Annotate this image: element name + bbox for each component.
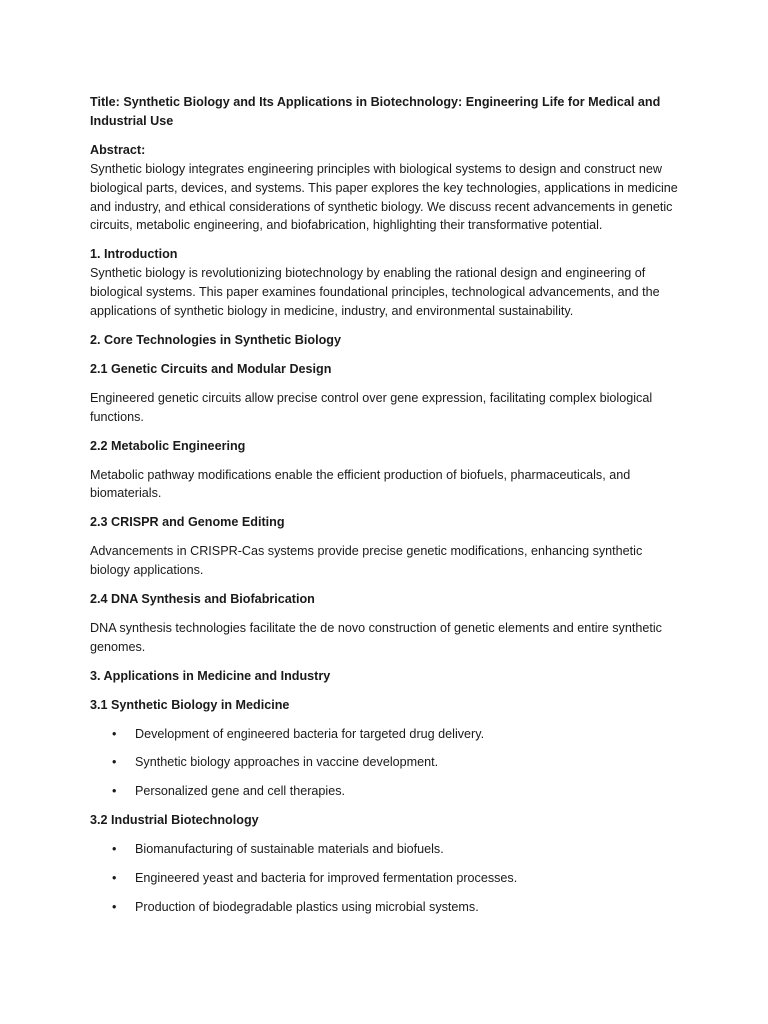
list-item bbox=[90, 725, 678, 744]
list-item-text: Production of biodegradable plastics using microbial systems. bbox=[135, 900, 479, 914]
subsection-2-3-text: Advancements in CRISPR-Cas systems provide precise genetic modifications, enhancing synthetic biology applications. bbox=[90, 544, 643, 578]
list-item bbox=[90, 898, 678, 917]
list-item bbox=[90, 869, 678, 888]
list-item bbox=[90, 753, 678, 772]
list-item bbox=[90, 840, 678, 859]
bullet-icon: • bbox=[112, 871, 117, 886]
bullet-icon: • bbox=[112, 842, 117, 857]
list-item-text: Synthetic biology approaches in vaccine development. bbox=[135, 755, 439, 770]
bullet-icon: • bbox=[112, 755, 117, 770]
medicine-bullet-list bbox=[90, 725, 678, 802]
abstract-heading: Abstract: bbox=[90, 142, 146, 157]
bullet-icon: • bbox=[112, 784, 117, 799]
industrial-bullet-list bbox=[90, 840, 678, 917]
subsection-2-2-heading: 2.2 Metabolic Engineering bbox=[90, 438, 246, 453]
subsection-2-3-heading: 2.3 CRISPR and Genome Editing bbox=[90, 515, 285, 530]
bullet-icon: • bbox=[112, 726, 117, 741]
subsection-2-1-heading: 2.1 Genetic Circuits and Modular Design bbox=[90, 361, 332, 376]
subsection-3-1-heading: 3.1 Synthetic Biology in Medicine bbox=[90, 697, 290, 712]
introduction-heading: 1. Introduction bbox=[90, 247, 178, 262]
subsection-2-4-heading: 2.4 DNA Synthesis and Biofabrication bbox=[90, 592, 315, 607]
subsection-2-1-text: Engineered genetic circuits allow precise control over gene expression, facilitating complex biological functions. bbox=[90, 390, 653, 424]
section-3-heading: 3. Applications in Medicine and Industry bbox=[90, 668, 331, 683]
list-item-text: Development of engineered bacteria for targeted drug delivery. bbox=[135, 726, 485, 741]
document-title: Title: Synthetic Biology and Its Applications in Biotechnology: Engineering Life for Medical and Industrial Use bbox=[90, 95, 661, 128]
abstract-text: Synthetic biology integrates engineering principles with biological systems to design and construct new biological parts, devices, and systems. This paper explores the key technologies, applications in medicine and industry, and ethical considerations of synthetic biology. We discuss recent advancements in genetic circuits, metabolic engineering, and biofabrication, highlighting their transformative potential. bbox=[90, 161, 678, 233]
list-item-text: Biomanufacturing of sustainable materials and biofuels. bbox=[135, 842, 444, 857]
list-item-text: Engineered yeast and bacteria for improved fermentation processes. bbox=[135, 871, 518, 886]
subsection-2-4-text: DNA synthesis technologies facilitate the de novo construction of genetic elements and entire synthetic genomes. bbox=[90, 620, 662, 654]
bullet-icon: • bbox=[112, 900, 117, 914]
section-2-heading: 2. Core Technologies in Synthetic Biology bbox=[90, 332, 341, 347]
introduction-text: Synthetic biology is revolutionizing biotechnology by enabling the rational design and engineering of biological systems. This paper examines foundational principles, technological advancements, and the applications of synthetic biology in medicine, industry, and environmental sustainability. bbox=[90, 266, 660, 319]
subsection-2-2-text: Metabolic pathway modifications enable the efficient production of biofuels, pharmaceuticals, and biomaterials. bbox=[90, 467, 631, 501]
list-item bbox=[90, 782, 678, 801]
list-item-text: Personalized gene and cell therapies. bbox=[135, 784, 346, 799]
subsection-3-2-heading: 3.2 Industrial Biotechnology bbox=[90, 813, 259, 828]
